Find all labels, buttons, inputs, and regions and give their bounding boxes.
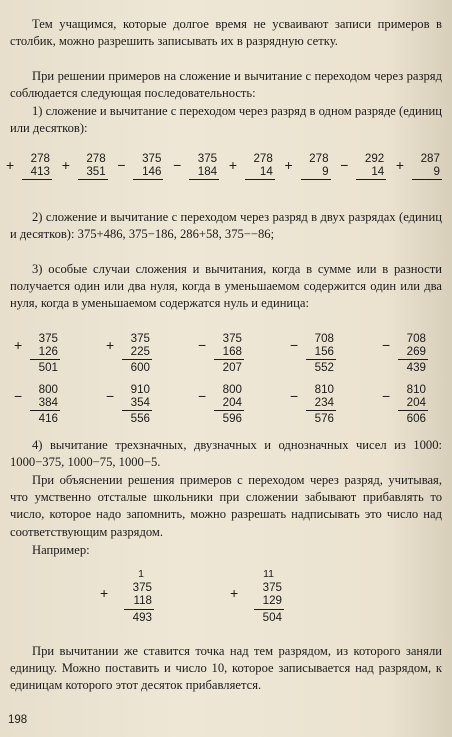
operand: 278	[30, 152, 50, 165]
operation-sign: −	[14, 388, 23, 404]
operand: 375	[142, 152, 162, 165]
result-line	[398, 359, 428, 360]
column-example	[62, 152, 114, 182]
result-line	[356, 179, 386, 180]
column-example-with-carry	[100, 568, 160, 628]
result: 501	[38, 361, 58, 374]
operation-sign: −	[198, 388, 207, 404]
operand: 292	[364, 152, 385, 165]
operand: 413	[30, 165, 50, 178]
result: 596	[222, 412, 242, 425]
operand: 375	[262, 581, 282, 594]
result-line	[245, 179, 275, 180]
operation-sign: +	[230, 585, 239, 601]
result: 600	[130, 361, 150, 374]
result: 207	[222, 361, 242, 374]
column-example	[290, 383, 342, 428]
operand: 375	[38, 332, 58, 345]
examples-row-1	[6, 152, 448, 182]
operand: 375	[132, 581, 152, 594]
column-example	[106, 383, 158, 428]
operand: 800	[222, 383, 242, 396]
operand: 234	[314, 396, 334, 409]
result-line	[30, 410, 60, 411]
operand: 204	[406, 396, 426, 409]
column-example	[290, 332, 342, 377]
result: 493	[132, 611, 152, 624]
column-example-with-carry	[230, 568, 290, 628]
operand: 156	[314, 345, 334, 358]
column-example	[117, 152, 169, 182]
operation-sign: −	[340, 157, 349, 173]
operand: 146	[142, 165, 162, 178]
column-example	[198, 332, 250, 377]
operand: 351	[86, 165, 106, 178]
examples-carry-row	[100, 568, 290, 628]
operand: 204	[222, 396, 242, 409]
result: 606	[406, 412, 426, 425]
operation-sign: −	[290, 337, 299, 353]
carry-digit: 11	[263, 568, 274, 580]
result-line	[78, 179, 108, 180]
operand: 278	[309, 152, 329, 165]
operation-sign: +	[100, 585, 109, 601]
column-example	[382, 383, 434, 428]
result-line	[124, 609, 154, 610]
operand: 126	[38, 345, 58, 358]
operand: 354	[130, 396, 150, 409]
operation-sign: +	[61, 157, 70, 173]
operand: 129	[262, 594, 282, 607]
result: 439	[406, 361, 426, 374]
paragraph-item-2: 2) сложение и вычитание с переходом через разряд в двух разрядах (единиц и десятков): 375+486, 375−186, 286+58, 375−−86;	[10, 210, 442, 242]
column-example	[229, 152, 281, 182]
column-example	[106, 332, 158, 377]
result-line	[214, 410, 244, 411]
examples-row-2	[14, 332, 434, 377]
paragraph-item-3: 3) особые случаи сложения и вычитания, когда в сумме или в разности получается один или два нуля, когда в уменьшаемом содержится один или два нуля, когда в уменьшаемом содержатся нуль и единица:	[10, 262, 442, 311]
paragraph-subtraction-note: При вычитании же ставится точка над тем разрядом, из которого заняли единицу. Можно поставить и число 10, которое записывается над разрядом, к единицам которого этот десяток прибавляется.	[10, 644, 442, 693]
operation-sign: −	[106, 388, 115, 404]
result-line	[122, 359, 152, 360]
column-example	[285, 152, 337, 182]
result: 576	[314, 412, 334, 425]
result-line	[306, 359, 336, 360]
operand: 708	[314, 332, 334, 345]
operation-sign: −	[382, 337, 391, 353]
paragraph-example-label: Например:	[32, 543, 90, 557]
operand: 168	[222, 345, 242, 358]
result-line	[398, 410, 428, 411]
operand: 375	[197, 152, 218, 165]
operation-sign: −	[198, 337, 207, 353]
operation-sign: −	[173, 157, 182, 173]
paragraph-intro: Тем учащимся, которые долгое время не усваивают записи примеров в столбик, можно разрешить записывать их в разрядную сетку.	[10, 17, 442, 49]
operation-sign: −	[117, 157, 126, 173]
column-example	[14, 332, 66, 377]
operand: 14	[371, 165, 385, 178]
result-line	[214, 359, 244, 360]
page-number: 198	[8, 714, 28, 726]
operation-sign: +	[106, 337, 115, 353]
operand: 278	[86, 152, 106, 165]
operand: 14	[259, 165, 273, 178]
result-line	[189, 179, 219, 180]
column-example	[198, 383, 250, 428]
column-example	[382, 332, 434, 377]
operand: 9	[322, 165, 329, 178]
column-example	[340, 152, 392, 182]
result-line	[301, 179, 331, 180]
result-line	[122, 410, 152, 411]
result-line	[22, 179, 52, 180]
operation-sign: +	[14, 337, 23, 353]
column-example	[396, 152, 448, 182]
result-line	[30, 359, 60, 360]
result-line	[133, 179, 163, 180]
operation-sign: +	[228, 157, 237, 173]
operation-sign: +	[284, 157, 293, 173]
column-example	[14, 383, 66, 428]
paragraph-sequence: При решении примеров на сложение и вычитание с переходом через разряд соблюдается следующая последовательность:	[10, 69, 442, 101]
operand: 384	[38, 396, 58, 409]
carry-digit: 1	[138, 568, 144, 580]
examples-row-3	[14, 383, 434, 428]
result: 504	[262, 611, 282, 624]
operand: 810	[406, 383, 426, 396]
operand: 800	[38, 383, 58, 396]
result: 552	[314, 361, 334, 374]
operand: 708	[406, 332, 426, 345]
operation-sign: −	[382, 388, 391, 404]
paragraph-item-1: 1) сложение и вычитание с переходом через разряд в одном разряде (единиц или десятков):	[10, 104, 442, 136]
paragraph-item-4: 4) вычитание трехзначных, двузначных и однозначных чисел из 1000: 1000−375, 1000−75, 1000−5.	[10, 438, 442, 470]
operand: 269	[406, 345, 426, 358]
operation-sign: +	[395, 157, 405, 173]
operand: 910	[130, 383, 150, 396]
operand: 9	[433, 165, 440, 178]
result: 416	[38, 412, 58, 425]
operand: 184	[197, 165, 218, 178]
operation-sign: +	[6, 157, 15, 173]
paragraph-explanation: При объяснении решения примеров с переходом через разряд, учитывая, что умственно отсталые школьники при сложении забывают прибавлять то число, которое надо запомнить, можно разрешать надписывать это число над соответствующим разрядом.	[10, 473, 442, 539]
operand: 375	[130, 332, 150, 345]
operand: 287	[420, 152, 440, 165]
result-line	[306, 410, 336, 411]
column-example	[6, 152, 58, 182]
operand: 810	[314, 383, 334, 396]
result-line	[254, 609, 284, 610]
operand: 375	[222, 332, 242, 345]
column-example	[173, 152, 225, 182]
operation-sign: −	[290, 388, 299, 404]
result: 556	[130, 412, 150, 425]
operand: 225	[130, 345, 150, 358]
result-line	[412, 179, 442, 180]
operand: 278	[253, 152, 273, 165]
operand: 118	[133, 594, 152, 607]
